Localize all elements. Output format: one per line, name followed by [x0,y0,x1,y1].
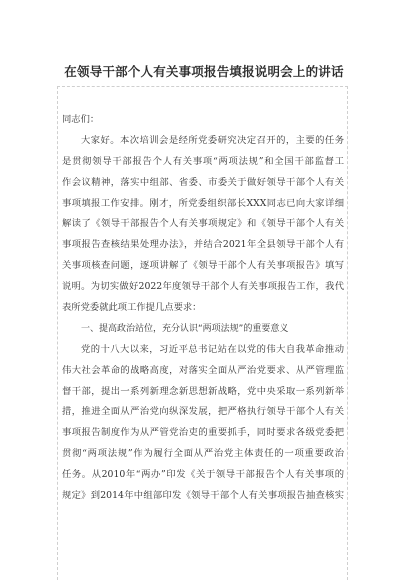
paragraph-line: 事项报告制度作为从严管党治吏的重要抓手，同时要求各级党委把 [62,427,344,439]
paragraph-line: 督干部，提出一系列新理念新思想新战略，党中央采取一系列新举 [62,385,344,397]
salutation-line: 同志们： [62,114,100,125]
paragraph-line: 关事项核查问题，逐项讲解了《领导干部个人有关事项报告》填写 [62,260,344,272]
paragraph-line: 党的十八大以来，习近平总书记站在以党的伟大自我革命推动 [81,343,344,355]
paragraph-line: 措，推进全面从严治党向纵深发展，把严格执行领导干部个人有关 [62,406,344,418]
paragraph-line: 事项填报工作安排。刚才，所党委组织部长XXX同志已向大家详细 [62,197,344,209]
paragraph-line: 表所党委就此项工作提几点要求： [62,302,202,314]
document-title: 在领导干部个人有关事项报告填报说明会上的讲话 [64,64,344,79]
paragraph-line: 说明。为切实做好2022年度领导干部个人有关事项报告工作，我代 [62,281,344,293]
document-body [62,110,344,507]
paragraph-line: 大家好。本次培训会是经所党委研究决定召开的，主要的任务 [81,134,344,146]
paragraph-line: 解读了《领导干部报告个人有关事项规定》和《领导干部个人有关 [62,218,344,230]
paragraph-line: 伟大社会革命的战略高度，对落实全面从严治党要求、从严管理监 [62,364,344,376]
paragraph-line: 事项报告查核结果处理办法》，并结合2021年全县领导干部个人有 [62,239,344,251]
paragraph-line: 贯彻“两项法规”作为履行全面从严治党主体责任的一项重要政治 [62,448,344,460]
paragraph-line: 是贯彻领导干部报告个人有关事项“两项法规”和全国干部监督工 [62,155,344,167]
paragraph-line: 规定》到2014年中组部印发《领导干部个人有关事项报告抽查核实 [62,490,344,502]
paragraph-line: 作会议精神，落实中组部、省委、市委关于做好领导干部个人有关 [62,176,344,188]
paragraph-line: 任务。从2010年“两办”印发《关于领导干部报告个人有关事项的 [62,469,344,481]
section-heading: 一、提高政治站位，充分认识“两项法规”的重要意义 [81,323,289,334]
